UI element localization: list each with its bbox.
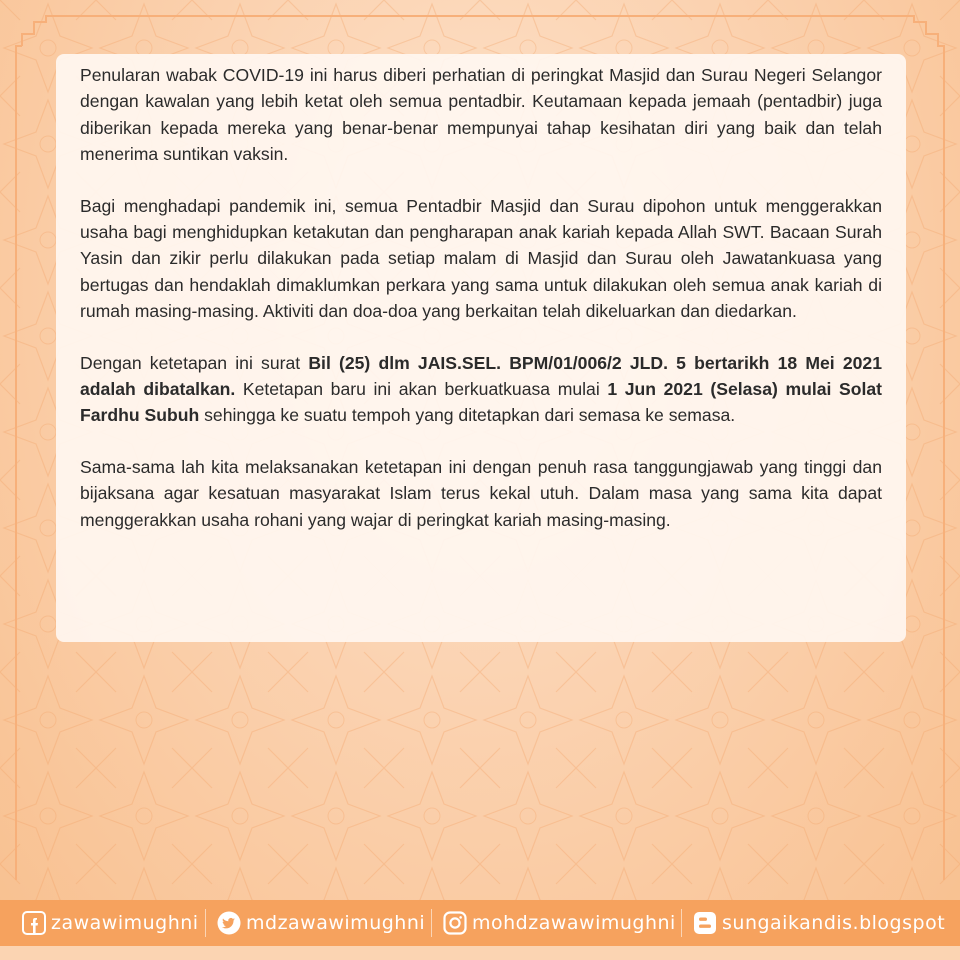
instagram-label: mohdzawawimughni (472, 912, 676, 934)
text-segment: Sama-sama lah kita melaksanakan ketetapan ini dengan penuh rasa tanggungjawab yang tinggi dan bijaksana agar kesatuan masyarakat Islam terus kekal utuh. Dalam masa yang sama kita dapat menggerakkan usaha rohani yang wajar di peringkat kariah masing-masing. (80, 456, 882, 530)
text-segment: Penularan wabak COVID-19 ini harus diberi perhatian di peringkat Masjid dan Surau Negeri Selangor dengan kawalan yang lebih ketat oleh semua pentadbir. Keutamaan kepada jemaah (pentadbir) juga diberikan kepada mereka yang benar-benar mempunyai tahap kesihatan diri yang baik dan telah menerima suntikan vaksin. (80, 65, 882, 165)
twitter-icon (217, 911, 241, 935)
text-segment: Dengan ketetapan ini surat (80, 352, 309, 373)
footer-bottom-strip (0, 946, 960, 960)
footer-divider (681, 909, 682, 937)
paragraph-3 (80, 350, 882, 429)
footer-divider (205, 909, 206, 937)
blogger-link[interactable] (693, 911, 945, 935)
paragraph-1 (80, 62, 882, 168)
facebook-label: zawawimughni (51, 912, 199, 934)
instagram-icon (443, 911, 467, 935)
paragraph-2 (80, 193, 882, 325)
text-segment: Ketetapan baru ini akan berkuatkuasa mulai (235, 379, 608, 400)
social-footer-bar (0, 900, 960, 946)
twitter-link[interactable] (217, 911, 425, 935)
bold-text-segment: Bil (25) dlm JAIS.SEL. BPM/01/006/2 JLD. 5 bertarikh 18 Mei 2021 adalah dibatalkan. (80, 352, 882, 400)
blogger-label: sungaikandis.blogspot (722, 912, 946, 934)
footer-divider (431, 909, 432, 937)
facebook-link[interactable] (22, 911, 199, 935)
paragraph-4 (80, 454, 882, 533)
bold-text-segment: 1 Jun 2021 (Selasa) mulai Solat Fardhu Subuh (80, 379, 883, 426)
notice-card (56, 54, 906, 642)
instagram-link[interactable] (443, 911, 676, 935)
blogger-icon (693, 911, 717, 935)
text-segment: Bagi menghadapi pandemik ini, semua Pentadbir Masjid dan Surau dipohon untuk menggerakkan usaha bagi menghidupkan ketakutan dan pengharapan anak kariah kepada Allah SWT. Bacaan Surah Yasin dan zikir perlu dilakukan pada setiap malam di Masjid dan Surau oleh Jawatankuasa yang bertugas dan hendaklah dimaklumkan perkara yang sama untuk dilakukan oleh semua anak kariah di rumah masing-masing. Aktiviti dan doa-doa yang berkaitan telah dikeluarkan dan diedarkan. (80, 195, 882, 322)
text-segment: sehingga ke suatu tempoh yang ditetapkan dari semasa ke semasa. (199, 405, 736, 426)
twitter-label: mdzawawimughni (246, 912, 426, 934)
facebook-icon (22, 911, 46, 935)
